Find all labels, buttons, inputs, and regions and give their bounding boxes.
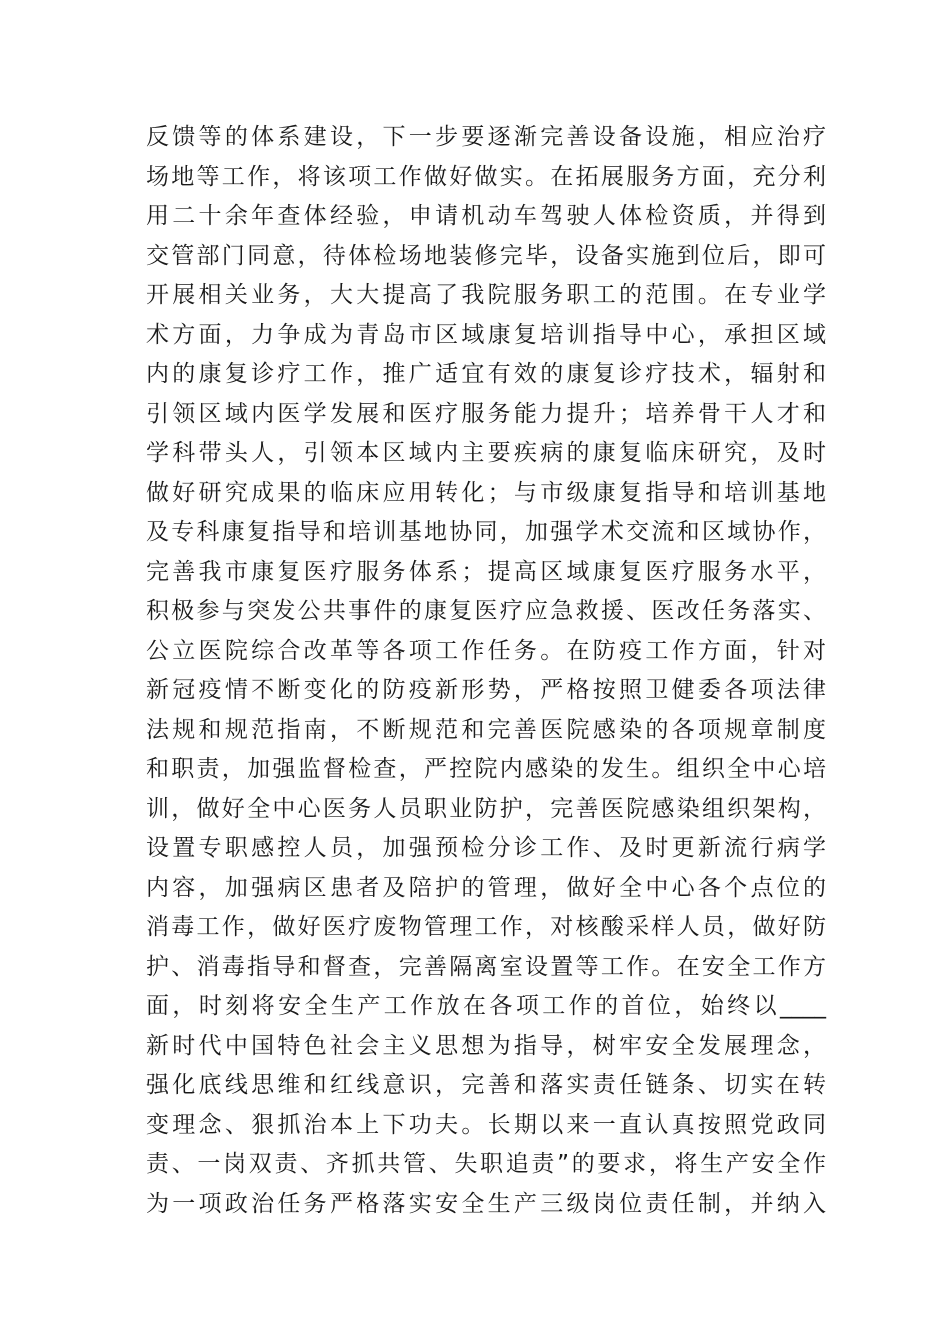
text-line-21: 消毒工作，做好医疗废物管理工作，对核酸采样人员，做好防 [146, 914, 826, 940]
text-line-8: 引领区域内医学发展和医疗服务能力提升；培养骨干人才和 [146, 400, 826, 427]
text-line-28: 为一项政治任务严格落实安全生产三级岗位责任制，并纳入 [146, 1190, 826, 1217]
text-line-10: 做好研究成果的临床应用转化；与市级康复指导和培训基地 [146, 479, 826, 506]
text-line-20: 内容，加强病区患者及陪护的管理，做好全中心各个点位的 [146, 874, 826, 901]
text-line-23: 面，时刻将安全生产工作放在各项工作的首位，始终以____ [146, 993, 826, 1019]
body-text [146, 118, 826, 1224]
text-line-17: 和职责，加强监督检查，严控院内感染的发生。组织全中心培 [146, 756, 826, 782]
text-line-4: 交管部门同意，待体检场地装修完毕，设备实施到位后，即可 [146, 242, 826, 269]
text-line-12: 完善我市康复医疗服务体系；提高区域康复医疗服务水平， [146, 558, 826, 585]
text-line-5: 开展相关业务，大大提高了我院服务职工的范围。在专业学 [146, 282, 826, 308]
text-line-13: 积极参与突发公共事件的康复医疗应急救援、医改任务落实、 [146, 598, 826, 624]
text-line-14: 公立医院综合改革等各项工作任务。在防疫工作方面，针对 [146, 637, 826, 664]
text-line-3: 用二十余年查体经验，申请机动车驾驶人体检资质，并得到 [146, 203, 826, 229]
text-line-16: 法规和规范指南，不断规范和完善医院感染的各项规章制度 [146, 716, 826, 743]
text-line-9: 学科带头人，引领本区域内主要疾病的康复临床研究，及时 [146, 440, 826, 466]
text-line-18: 训，做好全中心医务人员职业防护，完善医院感染组织架构， [146, 795, 826, 822]
text-line-2: 场地等工作，将该项工作做好做实。在拓展服务方面，充分利 [146, 163, 826, 190]
text-line-22: 护、消毒指导和督查，完善隔离室设置等工作。在安全工作方 [146, 953, 826, 980]
text-line-11: 及专科康复指导和培训基地协同，加强学术交流和区域协作， [146, 519, 826, 545]
text-line-27: 责、一岗双责、齐抓共管、失职追责”的要求，将生产安全作 [146, 1151, 826, 1177]
text-line-25: 强化底线思维和红线意识，完善和落实责任链条、切实在转 [146, 1072, 826, 1098]
text-line-26: 变理念、狠抓治本上下功夫。长期以来一直认真按照党政同 [146, 1111, 826, 1138]
text-line-7: 内的康复诊疗工作，推广适宜有效的康复诊疗技术，辐射和 [146, 361, 826, 387]
text-line-1: 反馈等的体系建设，下一步要逐渐完善设备设施，相应治疗 [146, 124, 826, 150]
text-line-24: 新时代中国特色社会主义思想为指导，树牢安全发展理念， [146, 1032, 826, 1059]
text-line-19: 设置专职感控人员，加强预检分诊工作、及时更新流行病学 [146, 835, 826, 861]
text-line-15: 新冠疫情不断变化的防疫新形势，严格按照卫健委各项法律 [146, 677, 826, 703]
text-line-6: 术方面，力争成为青岛市区域康复培训指导中心，承担区域 [146, 321, 826, 348]
